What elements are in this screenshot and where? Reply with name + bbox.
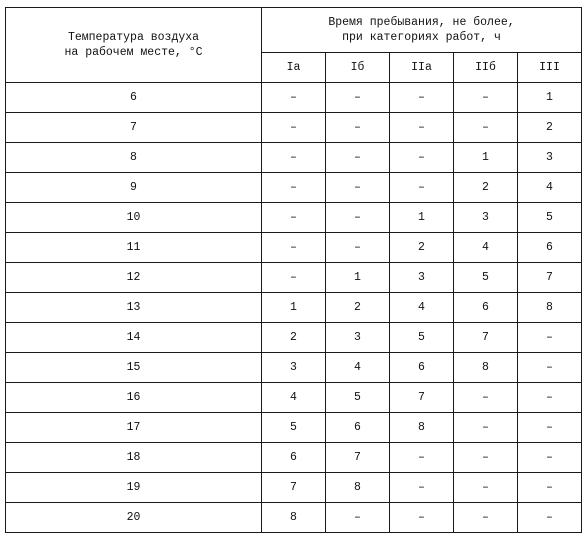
hours-cell: 3 (454, 203, 518, 233)
hours-cell: – (390, 173, 454, 203)
hours-cell: 4 (454, 233, 518, 263)
hours-cell: 7 (326, 443, 390, 473)
table-row (6, 323, 582, 353)
hours-cell: 5 (262, 413, 326, 443)
hours-cell: – (390, 503, 454, 533)
hours-cell: – (454, 503, 518, 533)
temperature-cell: 20 (6, 503, 262, 533)
hours-cell: – (518, 443, 582, 473)
hours-cell: – (454, 413, 518, 443)
hours-cell: 4 (262, 383, 326, 413)
hours-cell: 4 (518, 173, 582, 203)
hours-cell: 2 (390, 233, 454, 263)
hours-cell: 6 (454, 293, 518, 323)
category-header-iib: IIб (454, 53, 518, 83)
hours-cell: – (326, 113, 390, 143)
hours-cell: 6 (518, 233, 582, 263)
table-row (6, 383, 582, 413)
hours-cell: 8 (454, 353, 518, 383)
temperature-cell: 13 (6, 293, 262, 323)
hours-cell: 3 (326, 323, 390, 353)
hours-cell: 6 (262, 443, 326, 473)
hours-cell: – (262, 83, 326, 113)
hours-cell: – (262, 263, 326, 293)
table-row (6, 413, 582, 443)
hours-cell: – (518, 383, 582, 413)
category-header-iii: III (518, 53, 582, 83)
table-body (6, 83, 582, 533)
hours-cell: 1 (262, 293, 326, 323)
exposure-time-header (262, 8, 582, 53)
hours-cell: – (262, 233, 326, 263)
hours-cell: – (326, 173, 390, 203)
table-row (6, 293, 582, 323)
hours-cell: 2 (326, 293, 390, 323)
table-row (6, 113, 582, 143)
table-row (6, 233, 582, 263)
hours-cell: – (326, 143, 390, 173)
exposure-time-table (5, 7, 582, 533)
hours-cell: 8 (518, 293, 582, 323)
temperature-cell: 15 (6, 353, 262, 383)
hours-cell: 5 (518, 203, 582, 233)
temperature-cell: 11 (6, 233, 262, 263)
table-row (6, 353, 582, 383)
temperature-cell: 18 (6, 443, 262, 473)
hours-cell: – (326, 233, 390, 263)
hours-cell: – (518, 473, 582, 503)
hours-cell: 7 (454, 323, 518, 353)
hours-cell: – (390, 113, 454, 143)
hours-cell: 4 (390, 293, 454, 323)
hours-cell: 3 (262, 353, 326, 383)
hours-cell: 4 (326, 353, 390, 383)
temperature-cell: 12 (6, 263, 262, 293)
temperature-cell: 10 (6, 203, 262, 233)
temperature-cell: 14 (6, 323, 262, 353)
hours-cell: – (454, 383, 518, 413)
hours-cell: 6 (390, 353, 454, 383)
hours-cell: 1 (518, 83, 582, 113)
hours-cell: 1 (390, 203, 454, 233)
hours-cell: – (262, 173, 326, 203)
hours-cell: – (326, 83, 390, 113)
hours-cell: 8 (390, 413, 454, 443)
hours-cell: – (262, 203, 326, 233)
hours-cell: – (326, 503, 390, 533)
temperature-header (6, 8, 262, 83)
hours-cell: – (262, 113, 326, 143)
hours-cell: – (518, 323, 582, 353)
hours-cell: – (326, 203, 390, 233)
hours-cell: – (390, 473, 454, 503)
hours-cell: 7 (262, 473, 326, 503)
hours-cell: – (454, 443, 518, 473)
hours-cell: – (518, 353, 582, 383)
exposure-time-header-line-1: Время пребывания, не более, (328, 16, 515, 29)
category-header-iia: IIа (390, 53, 454, 83)
category-header-ib: Iб (326, 53, 390, 83)
table-row (6, 503, 582, 533)
hours-cell: 6 (326, 413, 390, 443)
table-row (6, 143, 582, 173)
hours-cell: 8 (262, 503, 326, 533)
category-header-ia: Iа (262, 53, 326, 83)
hours-cell: 7 (390, 383, 454, 413)
temperature-cell: 16 (6, 383, 262, 413)
temperature-cell: 6 (6, 83, 262, 113)
temperature-header-line-2: на рабочем месте, °С (64, 46, 203, 59)
temperature-cell: 17 (6, 413, 262, 443)
hours-cell: – (390, 83, 454, 113)
table-row (6, 173, 582, 203)
hours-cell: – (262, 143, 326, 173)
table-row (6, 263, 582, 293)
hours-cell: 1 (326, 263, 390, 293)
hours-cell: – (390, 143, 454, 173)
hours-cell: 1 (454, 143, 518, 173)
hours-cell: 3 (518, 143, 582, 173)
temperature-header-line-1: Температура воздуха (67, 31, 200, 44)
hours-cell: 5 (326, 383, 390, 413)
hours-cell: 2 (518, 113, 582, 143)
hours-cell: 2 (262, 323, 326, 353)
table-row (6, 203, 582, 233)
temperature-cell: 9 (6, 173, 262, 203)
temperature-cell: 7 (6, 113, 262, 143)
hours-cell: – (390, 443, 454, 473)
hours-cell: 7 (518, 263, 582, 293)
hours-cell: – (518, 503, 582, 533)
hours-cell: – (454, 83, 518, 113)
hours-cell: 2 (454, 173, 518, 203)
table-row (6, 443, 582, 473)
hours-cell: 5 (390, 323, 454, 353)
hours-cell: 8 (326, 473, 390, 503)
table-row (6, 83, 582, 113)
hours-cell: – (454, 113, 518, 143)
hours-cell: 3 (390, 263, 454, 293)
exposure-time-header-line-2: при категориях работ, ч (342, 31, 501, 44)
table-row (6, 473, 582, 503)
hours-cell: – (454, 473, 518, 503)
hours-cell: – (518, 413, 582, 443)
temperature-cell: 8 (6, 143, 262, 173)
temperature-cell: 19 (6, 473, 262, 503)
hours-cell: 5 (454, 263, 518, 293)
